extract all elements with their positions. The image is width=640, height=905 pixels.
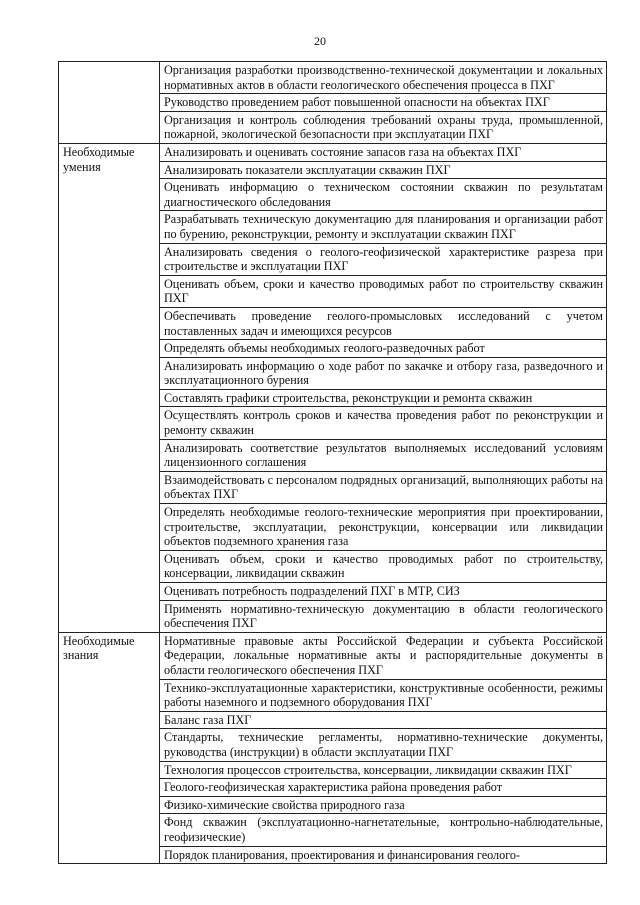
competency-item: Оценивать объем, сроки и качество проводимых работ по строительству, консервации, ликвидации скважин <box>160 550 607 582</box>
table-row <box>59 143 607 161</box>
competency-item: Анализировать и оценивать состояние запасов газа на объектах ПХГ <box>160 143 607 161</box>
competency-item: Стандарты, технические регламенты, нормативно-технические документы, руководства (инструкции) в области эксплуатации ПХГ <box>160 729 607 761</box>
competency-item: Технология процессов строительства, консервации, ликвидации скважин ПХГ <box>160 761 607 779</box>
competency-item: Составлять графики строительства, реконструкции и ремонта скважин <box>160 389 607 407</box>
competency-item: Руководство проведением работ повышенной опасности на объектах ПХГ <box>160 94 607 112</box>
competency-item: Определять необходимые геолого-технические мероприятия при проектировании, строительстве, эксплуатации, реконструкции, консервации или ликвидации объектов подземного хранения газа <box>160 504 607 551</box>
competency-item: Осуществлять контроль сроков и качества проведения работ по реконструкции и ремонту скважин <box>160 407 607 439</box>
competency-item: Анализировать сведения о геолого-геофизической характеристике разреза при строительстве и эксплуатации ПХГ <box>160 243 607 275</box>
competency-item: Фонд скважин (эксплуатационно-нагнетательные, контрольно-наблюдательные, геофизические) <box>160 814 607 846</box>
table-row <box>59 62 607 94</box>
section-label: Необходимые умения <box>59 143 160 632</box>
competency-item: Физико-химические свойства природного газа <box>160 796 607 814</box>
competency-item: Определять объемы необходимых геолого-разведочных работ <box>160 340 607 358</box>
competency-item: Анализировать соответствие результатов выполняемых исследований условиям лицензионного соглашения <box>160 439 607 471</box>
competency-item: Организация и контроль соблюдения требований охраны труда, промышленной, пожарной, экологической безопасности при эксплуатации ПХГ <box>160 111 607 143</box>
competency-item: Нормативные правовые акты Российской Федерации и субъекта Российской Федерации, локальные нормативные акты и распорядительные документы в области геологического обеспечения ПХГ <box>160 632 607 679</box>
competency-item: Оценивать потребность подразделений ПХГ в МТР, СИЗ <box>160 583 607 601</box>
table-row <box>59 632 607 679</box>
competency-item: Оценивать объем, сроки и качество проводимых работ по строительству скважин ПХГ <box>160 275 607 307</box>
competency-item: Применять нормативно-техническую документацию в области геологического обеспечения ПХГ <box>160 600 607 632</box>
competency-item: Анализировать показатели эксплуатации скважин ПХГ <box>160 161 607 179</box>
competency-item: Анализировать информацию о ходе работ по закачке и отбору газа, разведочного и эксплуатационного бурения <box>160 357 607 389</box>
competency-table <box>58 61 607 864</box>
competency-item: Разрабатывать техническую документацию для планирования и организации работ по бурению, реконструкции, ремонту и эксплуатации скважин ПХГ <box>160 211 607 243</box>
competency-item: Взаимодействовать с персоналом подрядных организаций, выполняющих работы на объектах ПХГ <box>160 471 607 503</box>
competency-item: Геолого-геофизическая характеристика района проведения работ <box>160 779 607 797</box>
section-label <box>59 62 160 144</box>
section-label: Необходимые знания <box>59 632 160 863</box>
page-number: 20 <box>314 34 326 48</box>
competency-item: Оценивать информацию о техническом состоянии скважин по результатам диагностического обследования <box>160 179 607 211</box>
competency-item: Порядок планирования, проектирования и финансирования геолого- <box>160 846 607 864</box>
competency-item: Обеспечивать проведение геолого-промысловых исследований с учетом поставленных задач и имеющихся ресурсов <box>160 307 607 339</box>
competency-item: Технико-эксплуатационные характеристики, конструктивные особенности, режимы работы наземного и подземного оборудования ПХГ <box>160 679 607 711</box>
competency-item: Организация разработки производственно-технической документации и локальных нормативных актов в области геологического обеспечения процесса в ПХГ <box>160 62 607 94</box>
competency-item: Баланс газа ПХГ <box>160 711 607 729</box>
